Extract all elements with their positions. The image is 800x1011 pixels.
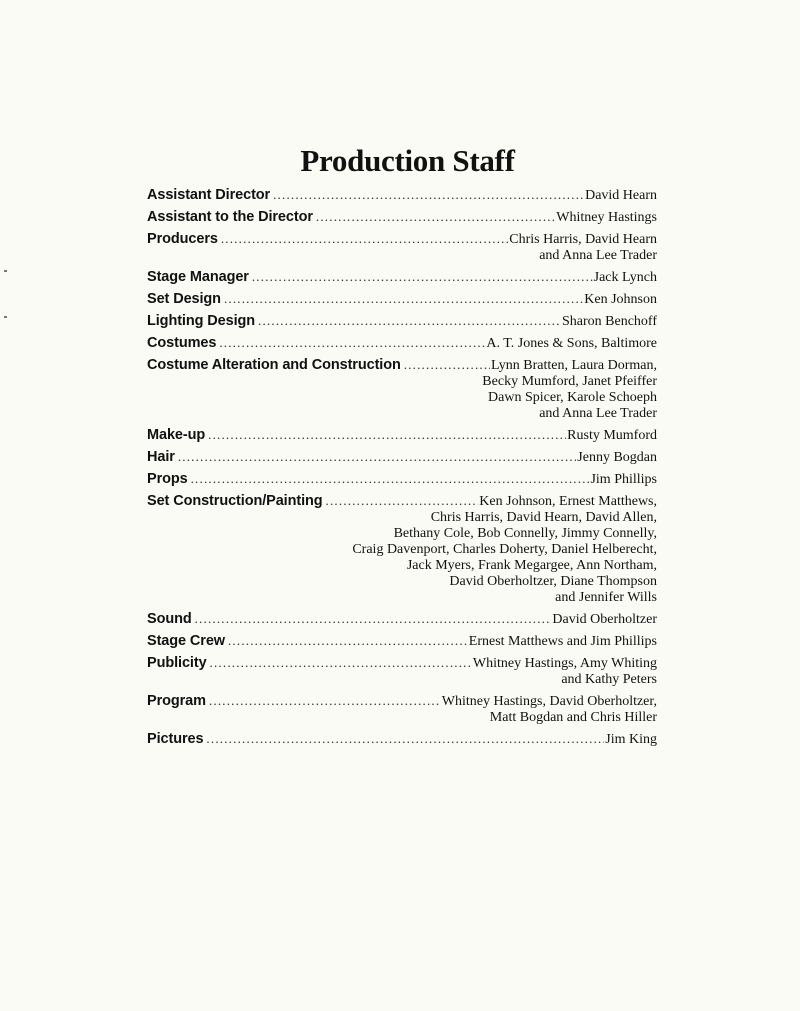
staff-names: Rusty Mumford: [567, 428, 657, 443]
staff-names: Whitney Hastings, Amy Whiting: [472, 656, 657, 671]
staff-names: Ken Johnson, Ernest Matthews,: [479, 494, 657, 509]
dot-leader: [221, 230, 508, 248]
staff-entry-first-line: [147, 312, 657, 330]
staff-names-continued: Craig Davenport, Charles Doherty, Daniel Helberecht,: [352, 542, 657, 557]
staff-names-continued: Becky Mumford, Janet Pfeiffer: [482, 374, 657, 389]
staff-role: Make-up: [147, 427, 206, 443]
staff-entry-first-line: [147, 470, 657, 488]
dot-leader: [206, 730, 604, 748]
staff-entry-first-line: [147, 610, 657, 628]
staff-names: Ken Johnson: [584, 292, 657, 307]
dot-leader: [195, 610, 552, 628]
dot-leader: [273, 186, 584, 204]
staff-role: Producers: [147, 231, 218, 247]
staff-entry: [147, 290, 657, 308]
dot-leader: [252, 268, 593, 286]
dot-leader: [258, 312, 561, 330]
staff-entry: [147, 426, 657, 444]
staff-names: Lynn Bratten, Laura Dorman,: [490, 358, 657, 373]
staff-role: Hair: [147, 449, 175, 465]
dot-leader: [316, 208, 555, 226]
dot-leader: [228, 632, 468, 650]
staff-names: Whitney Hastings, David Oberholtzer,: [441, 694, 657, 709]
staff-entry-first-line: [147, 632, 657, 650]
staff-names-continued: and Jennifer Wills: [555, 590, 657, 605]
staff-entry: [147, 230, 657, 264]
staff-role: Set Design: [147, 291, 221, 307]
staff-role: Pictures: [147, 731, 204, 747]
staff-role: Costume Alteration and Construction: [147, 357, 401, 373]
staff-names: Chris Harris, David Hearn: [509, 232, 657, 247]
staff-entry: [147, 692, 657, 726]
staff-entry-first-line: [147, 334, 657, 352]
dot-leader: [208, 426, 566, 444]
staff-names: A. T. Jones & Sons, Baltimore: [486, 336, 657, 351]
staff-entry: [147, 208, 657, 226]
staff-entry-first-line: [147, 230, 657, 248]
staff-names: Jenny Bogdan: [577, 450, 657, 465]
margin-mark: [4, 316, 7, 318]
staff-entry: [147, 654, 657, 688]
staff-names: Whitney Hastings: [556, 210, 657, 225]
staff-entry-first-line: [147, 654, 657, 672]
dot-leader: [219, 334, 485, 352]
staff-names-continued: and Anna Lee Trader: [539, 406, 657, 421]
staff-names: Jim King: [605, 732, 657, 747]
staff-role: Stage Manager: [147, 269, 249, 285]
staff-entry-first-line: [147, 356, 657, 374]
staff-role: Props: [147, 471, 188, 487]
staff-names-continued: Dawn Spicer, Karole Schoeph: [488, 390, 657, 405]
staff-names: Jim Phillips: [590, 472, 657, 487]
staff-role: Sound: [147, 611, 192, 627]
staff-names-continued: Matt Bogdan and Chris Hiller: [489, 710, 657, 725]
staff-entry-first-line: [147, 290, 657, 308]
staff-entry: [147, 268, 657, 286]
staff-role: Lighting Design: [147, 313, 256, 329]
staff-entry: [147, 312, 657, 330]
staff-names-continued: and Kathy Peters: [561, 672, 657, 687]
staff-entry: [147, 730, 657, 748]
staff-role: Assistant to the Director: [147, 209, 313, 225]
staff-role: Program: [147, 693, 206, 709]
dot-leader: [178, 448, 576, 466]
staff-entry-first-line: [147, 186, 657, 204]
staff-entry-first-line: [147, 268, 657, 286]
staff-role: Assistant Director: [147, 187, 271, 203]
staff-names: Ernest Matthews and Jim Phillips: [468, 634, 657, 649]
staff-entry: [147, 632, 657, 650]
staff-names-continued: Chris Harris, David Hearn, David Allen,: [430, 510, 657, 525]
staff-role: Costumes: [147, 335, 217, 351]
dot-leader: [210, 654, 472, 672]
staff-role: Stage Crew: [147, 633, 225, 649]
dot-leader: [191, 470, 590, 488]
staff-entry-first-line: [147, 692, 657, 710]
staff-entry: [147, 334, 657, 352]
staff-names: Sharon Benchoff: [562, 314, 657, 329]
staff-list: [147, 186, 657, 752]
staff-entry: [147, 610, 657, 628]
dot-leader: [404, 356, 490, 374]
dot-leader: [209, 692, 441, 710]
staff-entry: [147, 470, 657, 488]
staff-entry: [147, 492, 657, 606]
staff-entry: [147, 186, 657, 204]
staff-entry-first-line: [147, 208, 657, 226]
staff-names-continued: Jack Myers, Frank Megargee, Ann Northam,: [406, 558, 657, 573]
staff-entry: [147, 356, 657, 422]
staff-names: Jack Lynch: [593, 270, 657, 285]
staff-entry: [147, 448, 657, 466]
page-title: Production Staff: [300, 143, 515, 178]
dot-leader: [326, 492, 479, 510]
staff-entry-first-line: [147, 448, 657, 466]
staff-names: David Hearn: [585, 188, 657, 203]
staff-names-continued: and Anna Lee Trader: [539, 248, 657, 263]
staff-role: Publicity: [147, 655, 207, 671]
staff-role: Set Construction/Painting: [147, 493, 323, 509]
staff-entry-first-line: [147, 492, 657, 510]
staff-names-continued: David Oberholtzer, Diane Thompson: [449, 574, 657, 589]
margin-mark: [4, 270, 7, 272]
staff-names: David Oberholtzer: [552, 612, 657, 627]
staff-names-continued: Bethany Cole, Bob Connelly, Jimmy Connelly,: [393, 526, 657, 541]
dot-leader: [224, 290, 583, 308]
staff-entry-first-line: [147, 426, 657, 444]
staff-entry-first-line: [147, 730, 657, 748]
